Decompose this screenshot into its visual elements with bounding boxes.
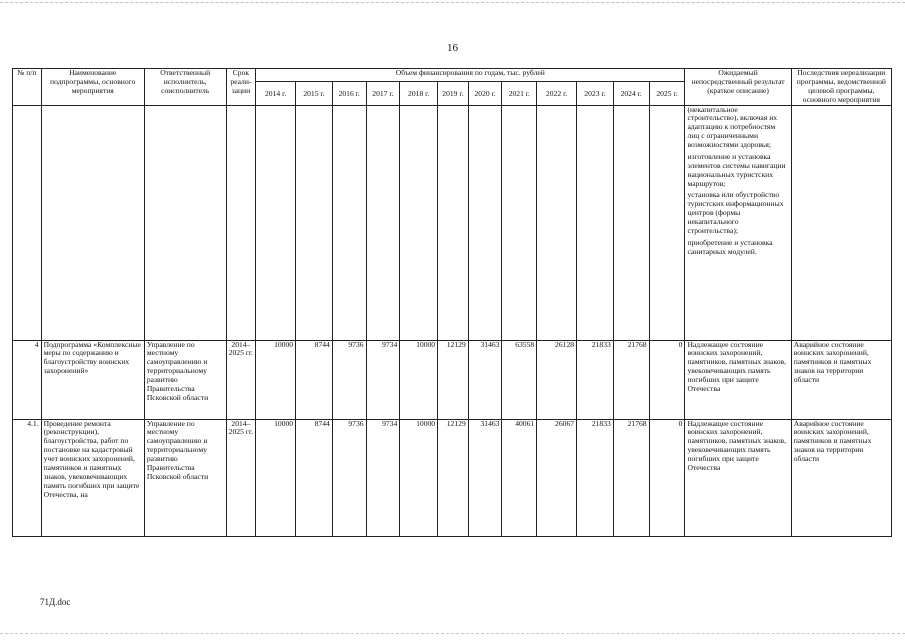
- year-value: 12129: [438, 340, 469, 419]
- table-cell: [468, 105, 502, 340]
- continuation-result-cell: [685, 105, 791, 340]
- table-cell: [226, 105, 256, 340]
- header-year: 2023 г.: [577, 81, 614, 105]
- continuation-row: [13, 105, 892, 340]
- scan-bottom-edge: [0, 633, 905, 634]
- year-value: 63558: [502, 340, 537, 419]
- result-item: (некапитальное строительство), включая их адаптацию к потребностям лиц с ограниченными возможностями здоровья;: [687, 105, 778, 149]
- table-cell: [649, 105, 685, 340]
- year-value: 0: [649, 419, 685, 536]
- header-row: [13, 69, 892, 82]
- header-year: 2016 г.: [332, 81, 366, 105]
- year-value: 9736: [332, 419, 366, 536]
- row-term: 2014–2025 гг.: [226, 340, 256, 419]
- year-value: 12129: [438, 419, 469, 536]
- header-year: 2024 г.: [613, 81, 649, 105]
- row-name: Подпрограмма «Комплексные меры по содержанию и благоустройству воинских захоронений»: [41, 340, 144, 419]
- header-year: 2018 г.: [400, 81, 438, 105]
- row-term: 2014–2025 гг.: [226, 419, 256, 536]
- year-value: 26067: [537, 419, 577, 536]
- table-cell: [296, 105, 333, 340]
- header-name: Наименование подпрограммы, основного мероприятия: [41, 69, 144, 106]
- year-value: 26128: [537, 340, 577, 419]
- table-cell: [577, 105, 614, 340]
- row-number: 4: [13, 340, 42, 419]
- row-executor: Управление по местному самоуправлению и территориальному развитию Правительства Псковской области: [144, 419, 226, 536]
- year-value: 0: [649, 340, 685, 419]
- year-value: 9734: [366, 340, 400, 419]
- table-cell: [13, 105, 42, 340]
- row-number: 4.1.: [13, 419, 42, 536]
- header-year: 2020 г.: [468, 81, 502, 105]
- year-value: 40061: [502, 419, 537, 536]
- year-value: 21768: [613, 419, 649, 536]
- header-financing: Объем финансирования по годам, тыс. рублей: [256, 69, 685, 82]
- header-consequences: Последствия нереализации программы, ведомственной целевой программы, основного мероприятия: [791, 69, 891, 106]
- table-cell: [438, 105, 469, 340]
- year-value: 8744: [296, 419, 333, 536]
- year-value: 8744: [296, 340, 333, 419]
- header-year: 2014 г.: [256, 81, 296, 105]
- header-executor: Ответственный исполнитель, соисполнитель: [144, 69, 226, 106]
- row-result: Надлежащее состояние воинских захоронений, памятников, памятных знаков, увековечивающих память погибших при защите Отечества: [685, 340, 791, 419]
- year-value: 10000: [400, 419, 438, 536]
- year-value: 9734: [366, 419, 400, 536]
- table-row-4: [13, 340, 892, 419]
- table-cell: [332, 105, 366, 340]
- year-value: 9736: [332, 340, 366, 419]
- header-year: 2017 г.: [366, 81, 400, 105]
- table-cell: [537, 105, 577, 340]
- scan-top-edge: [0, 2, 905, 3]
- table-cell: [41, 105, 144, 340]
- year-value: 10000: [256, 419, 296, 536]
- table-row-4-1: [13, 419, 892, 536]
- table-cell: [502, 105, 537, 340]
- header-year: 2022 г.: [537, 81, 577, 105]
- header-year: 2019 г.: [438, 81, 469, 105]
- table-cell: [791, 105, 891, 340]
- page-number: 16: [447, 42, 458, 54]
- header-year: 2025 г.: [649, 81, 685, 105]
- table-cell: [613, 105, 649, 340]
- row-executor: Управление по местному самоуправлению и территориальному развитию Правительства Псковской области: [144, 340, 226, 419]
- financing-table: [12, 68, 892, 537]
- year-value: 21768: [613, 340, 649, 419]
- header-result: Ожидаемый непосредственный результат (краткое описание): [685, 69, 791, 106]
- row-result: Надлежащее состояние воинских захоронений, памятников, памятных знаков, увековечивающих память погибших при защите Отечества: [685, 419, 791, 536]
- header-num: № п/п: [13, 69, 42, 106]
- year-value: 10000: [256, 340, 296, 419]
- year-value: 10000: [400, 340, 438, 419]
- result-item: установка или обустройство туристских информационных центров (формы некапитального строительства);: [687, 190, 784, 235]
- result-item: изготовление и установка элементов системы навигации национальных туристских маршрутов;: [687, 151, 786, 188]
- year-value: 31463: [468, 419, 502, 536]
- table-cell: [366, 105, 400, 340]
- row-name: Проведение ремонта (реконструкции), благоустройства, работ по постановке на кадастровый учет воинских захоронений, памятников и памятных знаков, увековечивающих память погибших при защите Отечества, на: [41, 419, 144, 536]
- table-cell: [144, 105, 226, 340]
- row-consequences: Аварийное состояние воинских захоронений, памятников и памятных знаков на территории области: [791, 419, 891, 536]
- document-filename: 71Д.doc: [40, 597, 71, 607]
- year-value: 21833: [577, 419, 614, 536]
- table-cell: [256, 105, 296, 340]
- table-cell: [400, 105, 438, 340]
- header-term: Срок реали-зации: [226, 69, 256, 106]
- header-year: 2021 г.: [502, 81, 537, 105]
- year-value: 31463: [468, 340, 502, 419]
- year-value: 21833: [577, 340, 614, 419]
- result-item: приобретение и установка санитарных модулей.: [687, 237, 773, 256]
- header-year: 2015 г.: [296, 81, 333, 105]
- row-consequences: Аварийное состояние воинских захоронений, памятников и памятных знаков на территории области: [791, 340, 891, 419]
